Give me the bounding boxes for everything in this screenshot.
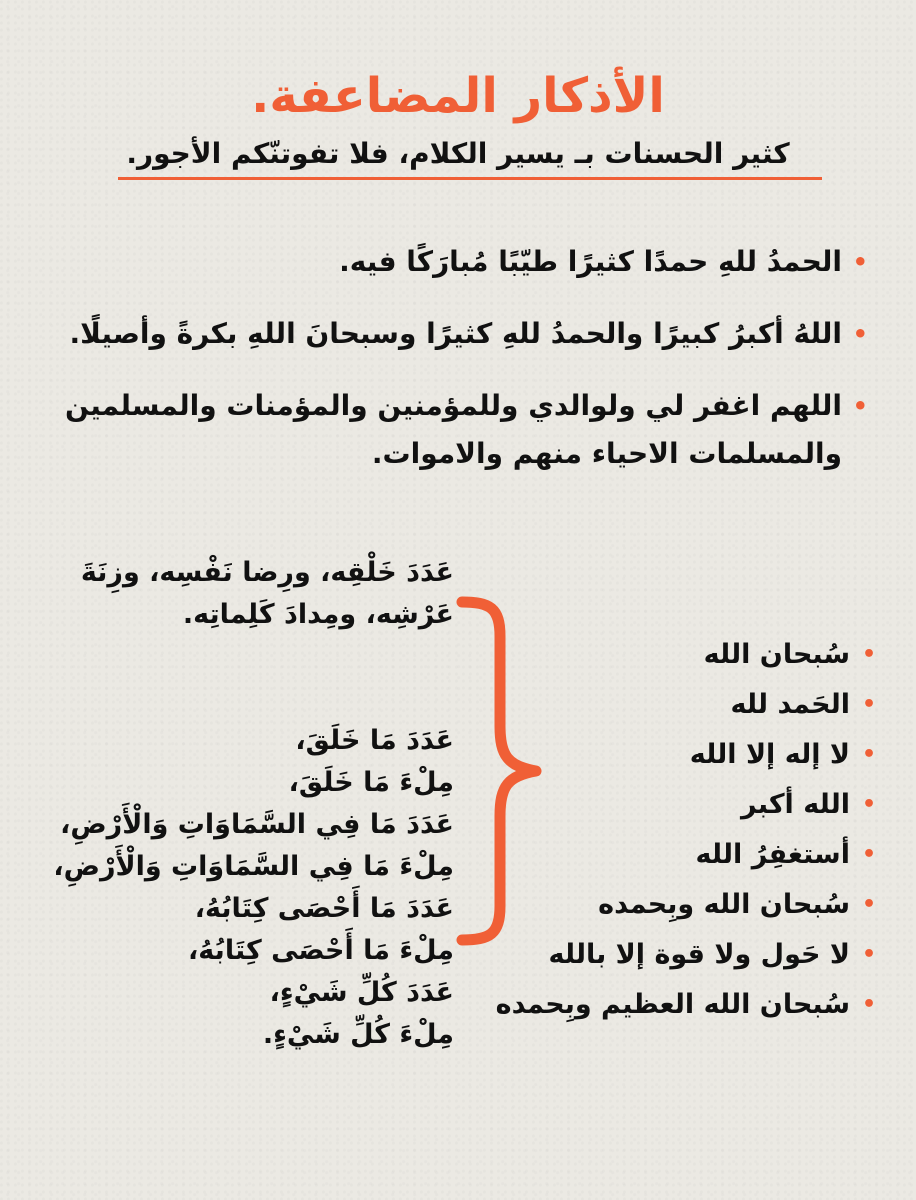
list-item <box>516 880 876 930</box>
bullet-icon: • <box>861 792 876 817</box>
list-item-text: اللهُ أكبرُ كبيرًا والحمدُ للهِ كثيرًا وسبحانَ اللهِ بكرةً وأصيلًا. <box>69 317 842 350</box>
bullet-icon: • <box>852 248 868 276</box>
list-item-text: أستغفِرُ الله <box>695 839 850 870</box>
page-title: الأذكار المضاعفة. <box>251 68 665 124</box>
phrase-line: عَدَدَ مَا خَلَقَ، <box>295 725 454 756</box>
phrase-spacer <box>36 636 454 720</box>
list-item <box>516 680 876 730</box>
bullet-icon: • <box>861 892 876 917</box>
list-item-text: الحمدُ للهِ حمدًا كثيرًا طيّبًا مُبارَكًا فيه. <box>339 245 842 278</box>
bullet-icon: • <box>861 842 876 867</box>
phrase-line: مِلْءَ كُلِّ شَيْءٍ. <box>262 1019 454 1050</box>
bullet-icon: • <box>861 992 876 1017</box>
bullet-icon: • <box>861 642 876 667</box>
bullet-icon: • <box>861 942 876 967</box>
dhikr-short-list <box>495 630 876 1030</box>
bullet-icon: • <box>861 742 876 767</box>
list-item <box>58 238 868 286</box>
list-item-text: الحَمد لله <box>730 689 850 720</box>
phrase-line: عَدَدَ كُلِّ شَيْءٍ، <box>269 977 454 1008</box>
dhikr-bullet-list <box>58 238 868 478</box>
list-item-text: اللهم اغفر لي ولوالدي وللمؤمنين والمؤمنات والمسلمين والمسلمات الاحياء منهم والاموات. <box>65 389 842 470</box>
bullet-icon: • <box>861 692 876 717</box>
phrase-line: عَرْشِه، ومِدادَ كَلِماتِه. <box>182 599 454 630</box>
list-item-text: سُبحان الله وبِحمده <box>598 889 850 920</box>
page-subtitle: كثير الحسنات بـ يسير الكلام، فلا تفوتنّكم الأجور. <box>126 137 790 170</box>
phrase-line: عَدَدَ خَلْقِه، ورِضا نَفْسِه، وزِنَةَ <box>80 557 454 588</box>
list-item <box>516 630 876 680</box>
list-item-text: لا حَول ولا قوة إلا بالله <box>548 939 850 970</box>
subtitle-underline <box>118 177 822 180</box>
bullet-icon: • <box>852 392 868 420</box>
phrase-line: مِلْءَ مَا فِي السَّمَاوَاتِ وَالْأَرْضِ، <box>53 851 454 882</box>
list-item <box>516 730 876 780</box>
list-item <box>495 980 876 1030</box>
list-item-text: سُبحان الله <box>703 639 850 670</box>
list-item-text: سُبحان الله العظيم وبِحمده <box>495 989 850 1020</box>
phrase-line: عَدَدَ مَا أَحْصَى كِتَابُهُ، <box>194 893 454 924</box>
multiplier-phrases <box>36 552 454 1056</box>
list-item <box>58 382 868 478</box>
bullet-icon: • <box>852 320 868 348</box>
list-item-text: لا إله إلا الله <box>689 739 850 770</box>
list-item <box>58 310 868 358</box>
list-item <box>516 830 876 880</box>
phrase-line: مِلْءَ مَا خَلَقَ، <box>288 767 454 798</box>
phrase-line: عَدَدَ مَا فِي السَّمَاوَاتِ وَالْأَرْضِ، <box>60 809 454 840</box>
phrase-line: مِلْءَ مَا أَحْصَى كِتَابُهُ، <box>188 935 454 966</box>
list-item <box>516 780 876 830</box>
list-item-text: الله أكبر <box>741 789 850 820</box>
list-item <box>516 930 876 980</box>
